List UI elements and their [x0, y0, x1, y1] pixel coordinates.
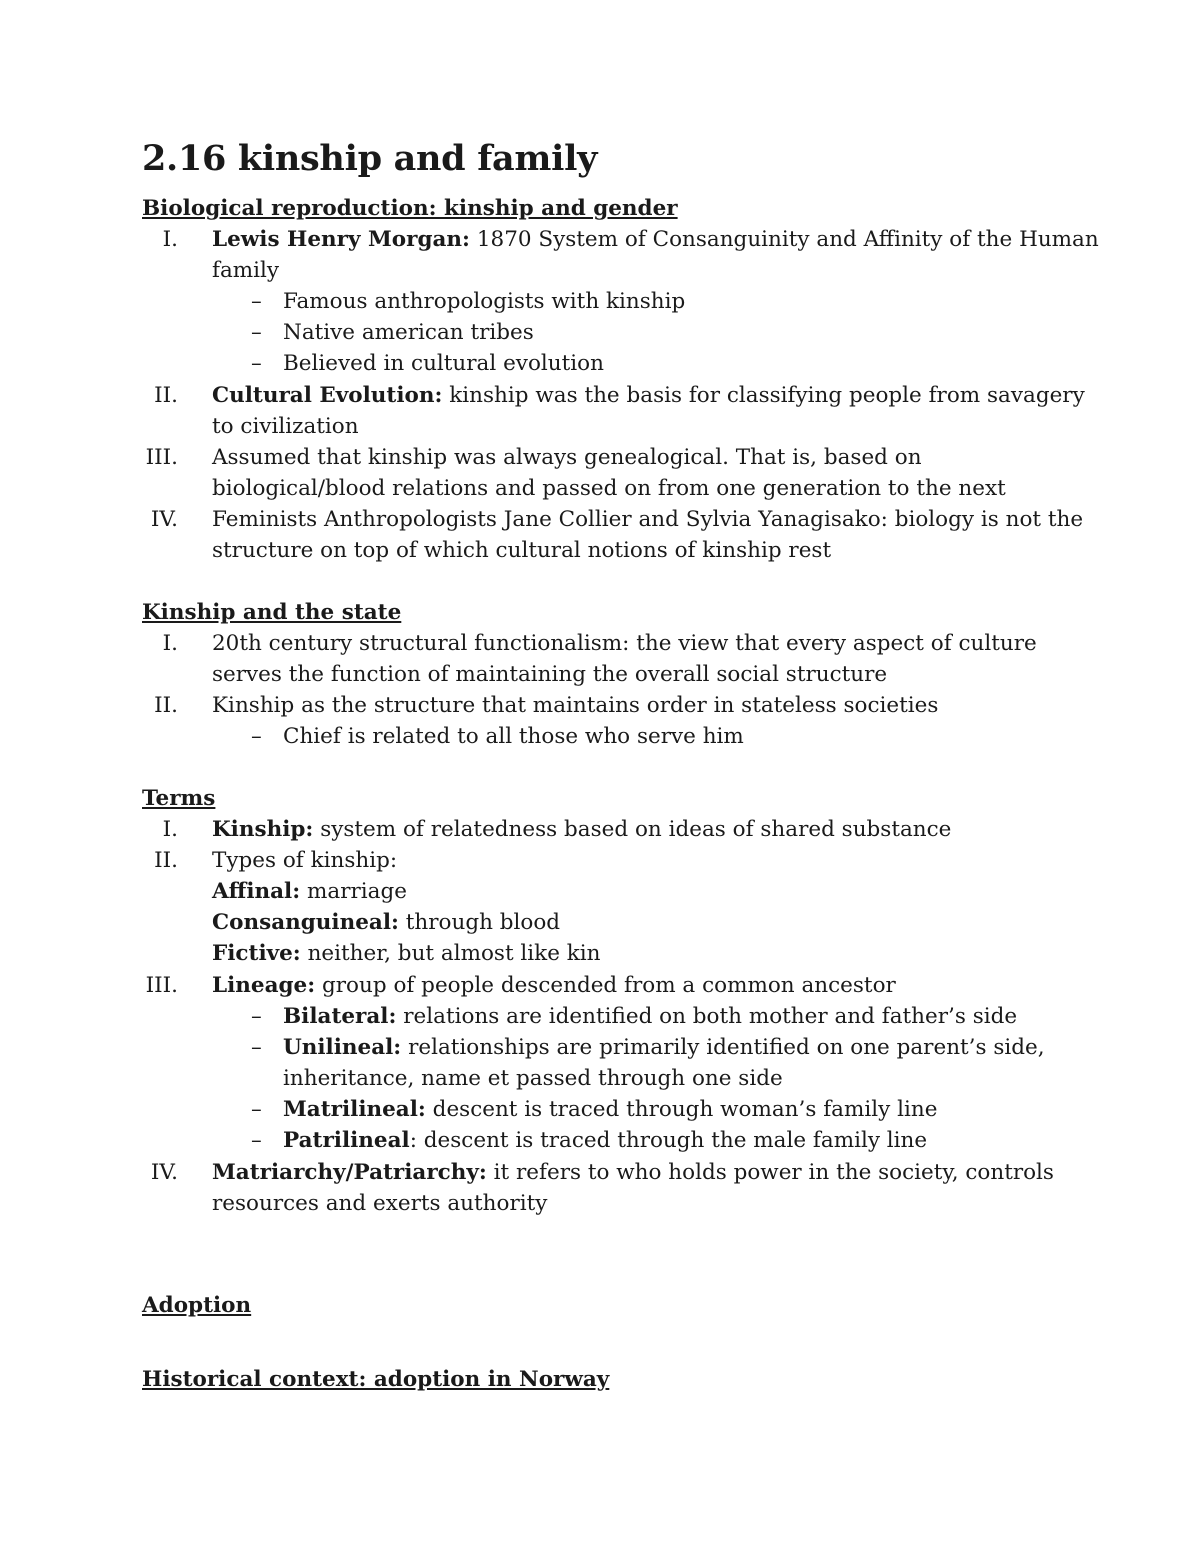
item-text: through blood: [398, 910, 561, 935]
list-number: I.: [162, 631, 178, 656]
sub-item: [283, 1001, 1017, 1032]
term: Bilateral:: [283, 1004, 397, 1029]
list-item: [212, 1157, 1054, 1188]
list-number: II.: [154, 383, 178, 408]
section-heading-historical: Historical context: adoption in Norway: [142, 1367, 610, 1392]
section-heading-terms: Terms: [142, 786, 216, 811]
section-heading-biological: Biological reproduction: kinship and gender: [142, 196, 678, 221]
item-text: group of people descended from a common ancestor: [315, 973, 896, 998]
term: Patrilineal: [283, 1128, 410, 1153]
list-number: I.: [162, 227, 178, 252]
term: Unilineal:: [283, 1035, 402, 1060]
dash-bullet: –: [251, 320, 262, 345]
item-text: relationships are primarily identified on one parent’s side,: [401, 1035, 1045, 1060]
dash-bullet: –: [251, 1097, 262, 1122]
sub-item: Believed in cultural evolution: [283, 351, 604, 376]
item-text: kinship was the basis for classifying people from savagery: [442, 383, 1085, 408]
item-text-continued: biological/blood relations and passed on from one generation to the next: [212, 476, 1006, 501]
section-heading-state: Kinship and the state: [142, 600, 402, 625]
sub-item-continued: inheritance, name et passed through one side: [283, 1066, 783, 1091]
term: Consanguineal:: [212, 910, 399, 935]
item-text-continued: family: [212, 258, 280, 283]
list-item: Assumed that kinship was always genealogical. That is, based on: [212, 445, 922, 470]
list-number: III.: [145, 445, 178, 470]
term: Kinship:: [212, 817, 314, 842]
list-item: [212, 970, 896, 1001]
item-text-continued: to civilization: [212, 414, 359, 439]
item-text: marriage: [300, 879, 407, 904]
sub-item: [283, 1125, 927, 1156]
list-number: IV.: [150, 507, 178, 532]
item-text: it refers to who holds power in the society, controls: [486, 1160, 1054, 1185]
term: Matrilineal:: [283, 1097, 426, 1122]
dash-bullet: –: [251, 724, 262, 749]
list-number: III.: [145, 973, 178, 998]
sub-item: Famous anthropologists with kinship: [283, 289, 686, 314]
term: Lineage:: [212, 973, 316, 998]
dash-bullet: –: [251, 1035, 262, 1060]
dash-bullet: –: [251, 1004, 262, 1029]
list-item: [212, 814, 951, 845]
list-item: [212, 380, 1085, 411]
item-text-continued: resources and exerts authority: [212, 1191, 548, 1216]
list-number: II.: [154, 693, 178, 718]
definition-line: [212, 907, 560, 938]
list-item: Types of kinship:: [212, 848, 398, 873]
list-item: 20th century structural functionalism: the view that every aspect of culture: [212, 631, 1037, 656]
item-text-continued: serves the function of maintaining the overall social structure: [212, 662, 888, 687]
dash-bullet: –: [251, 351, 262, 376]
term: Lewis Henry Morgan:: [212, 227, 470, 252]
term: Matriarchy/Patriarchy:: [212, 1160, 487, 1185]
term: Cultural Evolution:: [212, 383, 443, 408]
list-item: Feminists Anthropologists Jane Collier and Sylvia Yanagisako: biology is not the: [212, 507, 1084, 532]
page-title: 2.16 kinship and family: [142, 138, 598, 179]
definition-line: [212, 876, 407, 907]
term: Fictive:: [212, 941, 301, 966]
item-text: 1870 System of Consanguinity and Affinity of the Human: [470, 227, 1099, 252]
item-text: relations are identified on both mother and father’s side: [396, 1004, 1018, 1029]
list-number: IV.: [150, 1160, 178, 1185]
list-item: Kinship as the structure that maintains order in stateless societies: [212, 693, 939, 718]
list-item: [212, 224, 1099, 255]
sub-item: [283, 1094, 937, 1125]
list-number: I.: [162, 817, 178, 842]
dash-bullet: –: [251, 1128, 262, 1153]
item-text: neither, but almost like kin: [300, 941, 601, 966]
term: Affinal:: [212, 879, 301, 904]
item-text: descent is traced through woman’s family line: [425, 1097, 938, 1122]
list-number: II.: [154, 848, 178, 873]
item-text-continued: structure on top of which cultural notions of kinship rest: [212, 538, 832, 563]
item-text: system of relatedness based on ideas of shared substance: [313, 817, 952, 842]
definition-line: [212, 938, 601, 969]
sub-item: [283, 1032, 1045, 1063]
dash-bullet: –: [251, 289, 262, 314]
section-heading-adoption: Adoption: [142, 1293, 252, 1318]
sub-item: Chief is related to all those who serve him: [283, 724, 744, 749]
sub-item: Native american tribes: [283, 320, 534, 345]
item-text: : descent is traced through the male family line: [409, 1128, 928, 1153]
